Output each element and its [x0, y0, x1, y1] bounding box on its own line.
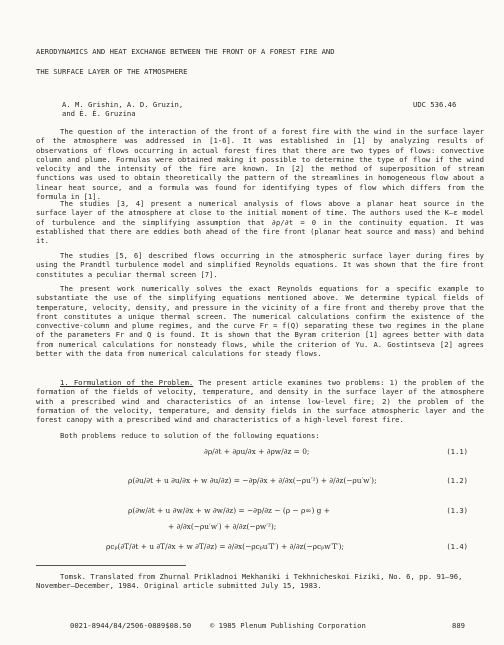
footnote: Tomsk. Translated from Zhurnal Prikladnoi Mekhaniki i Tekhnicheskoi Fiziki, No. 6, pp. 91–96, November–December, 1984. Original article submitted July 15, 1983. [36, 572, 463, 591]
udc-code: UDC 536.46 [413, 100, 457, 109]
authors [62, 100, 183, 119]
title-line-2: THE SURFACE LAYER OF THE ATMOSPHERE [36, 67, 188, 77]
equation-number: (1.1) [446, 447, 468, 456]
equation-1-1 [36, 447, 484, 461]
section-formulation [36, 378, 484, 424]
authors-line-1: A. M. Grishin, A. D. Gruzin, [62, 100, 184, 109]
copyright: © 1985 Plenum Publishing Corporation [210, 621, 366, 630]
article-code: 0021-8944/84/2506-0889$08.50 [70, 621, 192, 630]
equation-expr: ρ(∂u/∂t + u ∂u/∂x + w ∂u/∂z) = −∂p/∂x + ∂/∂x(−ρu′²) + ∂/∂z(−ρu′w′); [128, 476, 377, 485]
paragraph-reduce: Both problems reduce to solution of the following equations: [60, 431, 320, 440]
section-heading: 1. Formulation of the Problem. [60, 378, 194, 387]
section-text: The present article examines two problems: 1) the problem of the formation of the fields of velocity, temperature, and density in the surface layer of the atmosphere with a prescribed wind and characteristics of an intense low-level fire; 2) the problem of the formation of the velocity, temperature, and density fields in the surface atmospheric layer and the forest canopy with a prescribed wind and characteristics of a high-level forest fire. [36, 378, 484, 425]
equation-1-2 [36, 476, 484, 490]
equation-1-4 [36, 542, 484, 556]
equation-number: (1.3) [446, 506, 468, 515]
equation-expr: + ∂/∂x(−ρu′w′) + ∂/∂z(−ρw′²); [168, 522, 277, 531]
paragraph-studies-5-6: The studies [5, 6] described flows occurring in the atmospheric surface layer during fires by using the Prandtl turbulence model and simplified Reynolds equations. It was shown that the fire front constitutes a peculiar thermal screen [7]. [36, 251, 484, 279]
paragraph-present-work: The present work numerically solves the exact Reynolds equations for a specific example to substantiate the use of the simplifying equations mentioned above. We determine typical fields of temperature, velocity, density, and pressure in the vicinity of a fire front and thereby prove that the front constitutes a unique thermal screen. The numerical calculations confirm the existence of the convective-column and plume regimes, and the curve Fr = f(Q) separating these two regimes in the plane of the parameters Fr and Q is found. It is shown that the Byram criterion [1] agrees better with data from numerical calculations for nonsteady flows, while the criterion of Yu. A. Gostintseva [2] agrees better with the data from numerical calculations for steady flows. [36, 284, 484, 359]
title-line-1: AERODYNAMICS AND HEAT EXCHANGE BETWEEN THE FRONT OF A FOREST FIRE AND [36, 47, 335, 56]
equation-expr: ∂ρ/∂t + ∂ρu/∂x + ∂ρw/∂z = 0; [204, 447, 310, 456]
equation-1-3 [36, 506, 484, 520]
equation-number: (1.4) [446, 542, 468, 551]
footnote-divider [36, 565, 186, 566]
paragraph-intro: The question of the interaction of the front of a forest fire with the wind in the surface layer of the atmosphere was addressed in [1-6]. It was established in [1] by analyzing results of observations of flows occurring in actual forest fires that there are two types of flows: convective column and plume. Formulas were obtained making it possible to determine the type of flow if the wind velocity and the intensity of the fire are known. In [2] the method of superposition of stream functions was used to obtain theoretically the pattern of the streamlines in homogeneous flow about a linear heat source, and a formula was found for identifying types of flow which differs from the formula in [1]. [36, 127, 484, 202]
paragraph-studies-3-4: The studies [3, 4] present a numerical analysis of flows above a planar heat source in the surface layer of the atmosphere at close to the initial moment of time. The authors used the K–ε model of turbulence and the simplifying assumption that ∂ρ/∂t = 0 in the continuity equation. It was established that there are eddies both ahead of the fire front (planar heat source and mass) and behind it. [36, 199, 484, 246]
equation-expr: ρ(∂w/∂t + u ∂w/∂x + w ∂w/∂z) = −∂p/∂z − (ρ − ρ∞) g + [128, 506, 330, 515]
authors-line-2: and É. É. Gruzina [62, 109, 136, 119]
equation-expr: ρcₚ(∂T/∂t + u ∂T/∂x + w ∂T/∂z) = ∂/∂x(−ρcₚu′T′) + ∂/∂z(−ρcₚw′T′); [106, 542, 345, 551]
equation-1-3-continued [36, 522, 484, 536]
page-number: 889 [452, 621, 465, 630]
article-title [36, 47, 476, 77]
equation-number: (1.2) [446, 476, 468, 485]
